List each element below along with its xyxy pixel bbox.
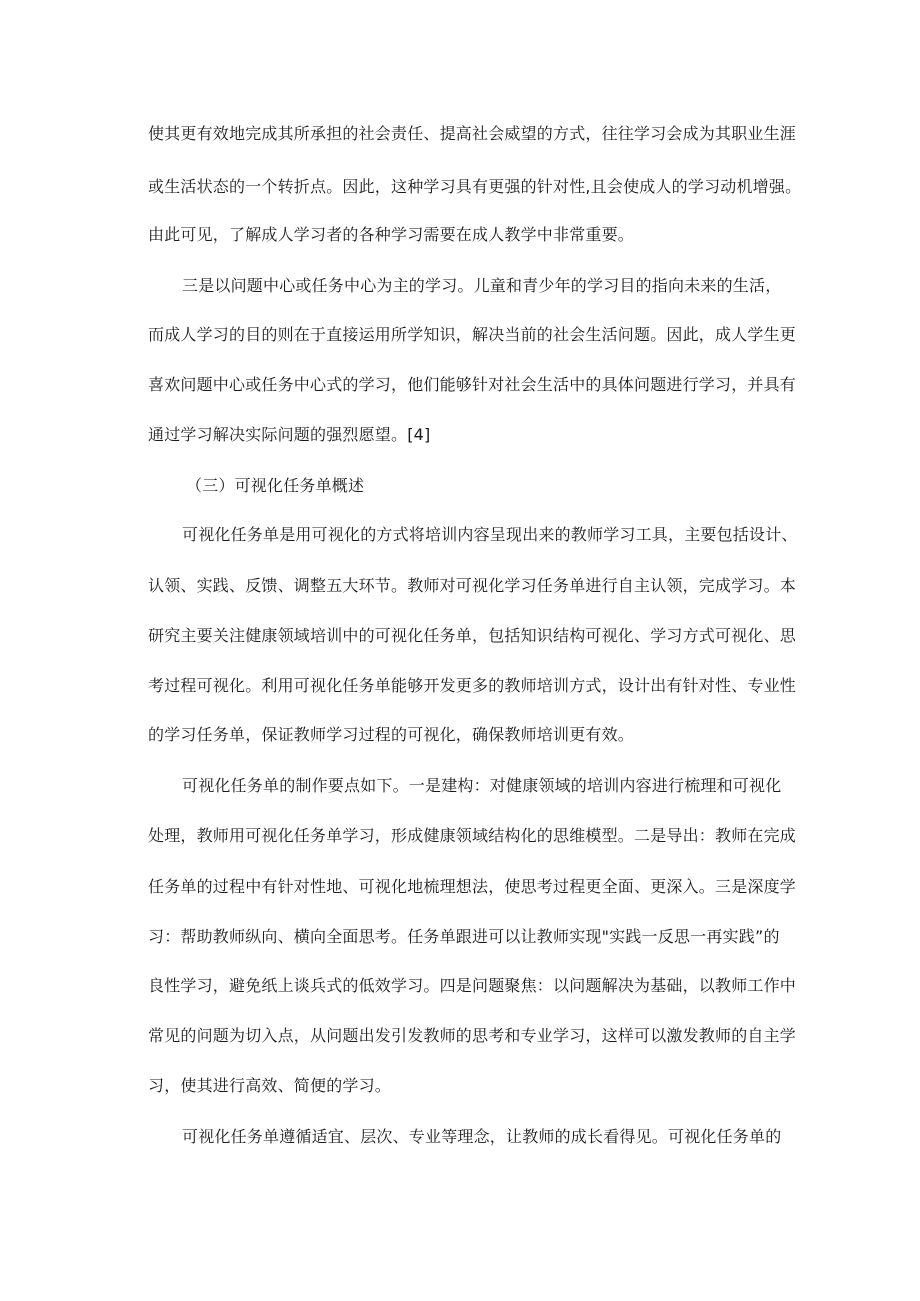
text-line: 任务单的过程中有针对性地、可视化地梳理想法，使思考过程更全面、更深入。三是深度学 bbox=[148, 877, 797, 896]
text-line: 可视化任务单的制作要点如下。一是建构：对健康领域的培训内容进行梳理和可视化 bbox=[182, 776, 782, 795]
text-line: 研究主要关注健康领域培训中的可视化任务单，包括知识结构可视化、学习方式可视化、思 bbox=[148, 626, 797, 645]
text-line: 的学习任务单，保证教师学习过程的可视化，确保教师培训更有效。 bbox=[148, 725, 635, 744]
text-line: 三是以问题中心或任务中心为主的学习。儿童和青少年的学习目的指向未来的生活， bbox=[182, 276, 782, 295]
text-line: 习：帮助教师纵向、横向全面思考。任务单跟进可以让教师实现"实践一反思一再实践”的 bbox=[148, 927, 780, 946]
section-heading: （三）可视化任务单概述 bbox=[186, 476, 365, 495]
text-line: 习，使其进行高效、简便的学习。 bbox=[148, 1076, 392, 1095]
text-line: 而成人学习的目的则在于直接运用所学知识，解决当前的社会生活问题。因此，成人学生更 bbox=[148, 325, 797, 344]
text-line: 使其更有效地完成其所承担的社会责任、提高社会威望的方式，往往学习会成为其职业生涯 bbox=[148, 124, 797, 143]
text-line: 可视化任务单是用可视化的方式将培训内容呈现出来的教师学习工具，主要包括设计、 bbox=[182, 525, 798, 544]
text-line: 认领、实践、反馈、调整五大环节。教师对可视化学习任务单进行自主认领，完成学习。本 bbox=[148, 576, 797, 595]
text-line: 处理，教师用可视化任务单学习，形成健康领域结构化的思维模型。二是导出：教师在完成 bbox=[148, 826, 797, 845]
text-line: 通过学习解决实际问题的强烈愿望。[4] bbox=[148, 425, 431, 444]
text-line: 可视化任务单遵循适宜、层次、专业等理念，让教师的成长看得见。可视化任务单的 bbox=[182, 1127, 782, 1146]
text-line: 考过程可视化。利用可视化任务单能够开发更多的教师培训方式，设计出有针对性、专业性 bbox=[148, 676, 797, 695]
text-line: 常见的问题为切入点，从问题出发引发教师的思考和专业学习，这样可以激发教师的自主学 bbox=[148, 1026, 797, 1045]
text-line: 喜欢问题中心或任务中心式的学习，他们能够针对社会生活中的具体问题进行学习，并具有 bbox=[148, 375, 797, 394]
text-line: 或生活状态的一个转折点。因此，这种学习具有更强的针对性,且会使成人的学习动机增强。 bbox=[148, 177, 802, 196]
text-line: 由此可见，了解成人学习者的各种学习需要在成人教学中非常重要。 bbox=[148, 225, 635, 244]
text-line: 良性学习，避免纸上谈兵式的低效学习。四是问题聚焦：以问题解决为基础，以教师工作中 bbox=[148, 976, 797, 995]
